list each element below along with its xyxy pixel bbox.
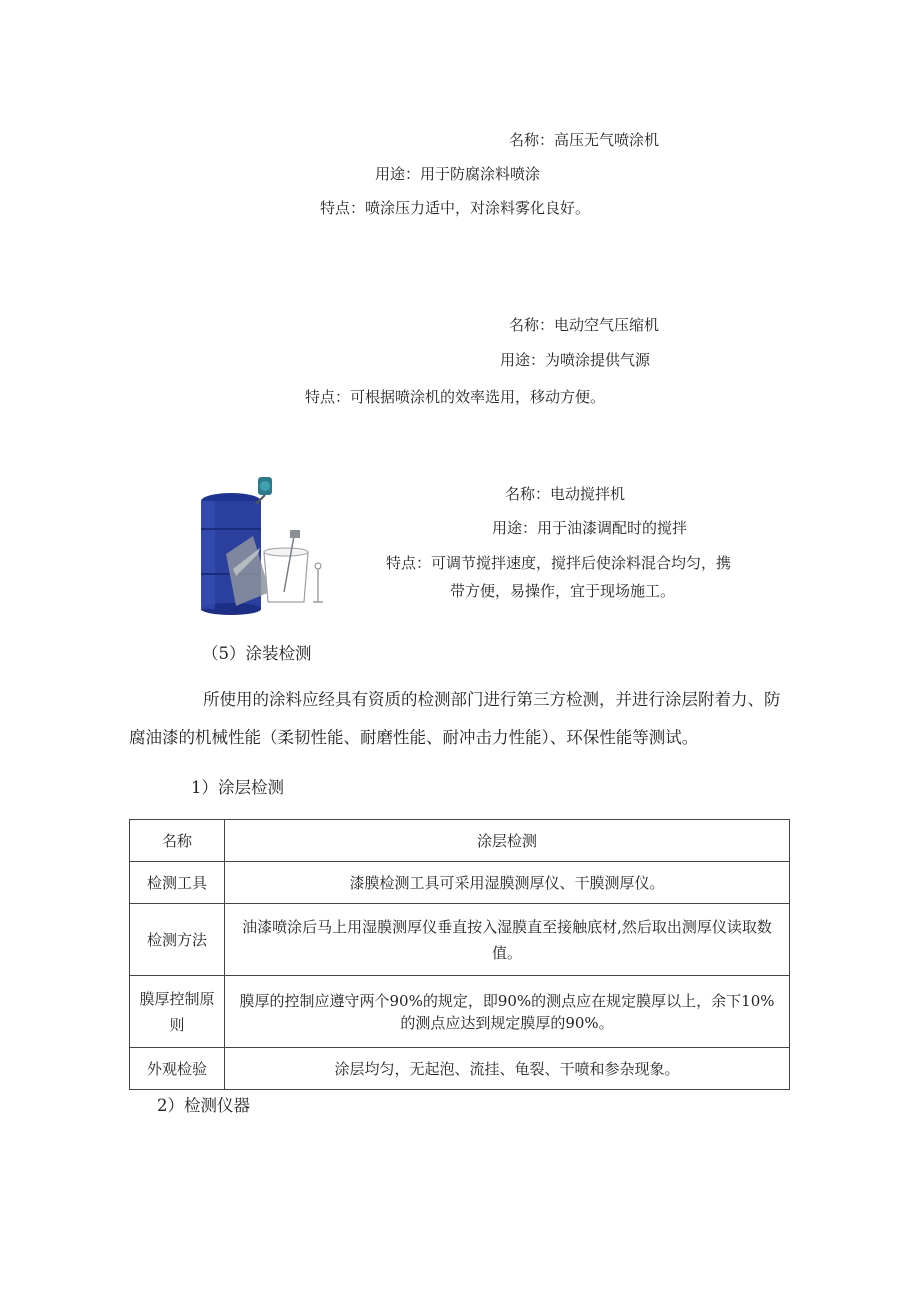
subsection-2-heading: 2）检测仪器 <box>157 1096 250 1115</box>
table-row <box>130 976 790 1048</box>
table-header-value: 涂层检测 <box>225 820 790 862</box>
section-5-paragraph-line2: 腐油漆的机械性能（柔韧性能、耐磨性能、耐冲击力性能）、环保性能等测试。 <box>129 728 699 747</box>
row-value-thickness-line1: 膜厚的控制应遵守两个90%的规定，即90%的测点应在规定膜厚以上，余下10% <box>239 991 775 1010</box>
equipment-1-feature: 特点：喷涂压力适中，对涂料雾化良好。 <box>320 199 591 217</box>
table-header-label: 名称 <box>130 820 225 862</box>
table-row <box>130 862 790 904</box>
row-value-method <box>225 904 790 976</box>
row-value-method-line2: 值。 <box>491 943 522 962</box>
equipment-3-use: 用途：用于油漆调配时的搅拌 <box>492 519 688 537</box>
row-label-thickness-line2: 则 <box>169 1015 185 1034</box>
row-value-thickness-line2: 的测点应达到规定膜厚的90%。 <box>400 1013 614 1032</box>
section-5-heading: （5）涂装检测 <box>202 644 312 663</box>
row-label-tools: 检测工具 <box>130 862 225 904</box>
coating-inspection-table <box>129 819 790 1090</box>
equipment-3-feature-line1: 特点：可调节搅拌速度，搅拌后使涂料混合均匀，携 <box>386 554 732 572</box>
section-5-paragraph-line1: 所使用的涂料应经具有资质的检测部门进行第三方检测，并进行涂层附着力、防 <box>203 690 781 709</box>
equipment-3-name: 名称：电动搅拌机 <box>505 485 626 503</box>
equipment-2-name: 名称：电动空气压缩机 <box>509 316 660 334</box>
equipment-3-feature-line2: 带方便，易操作，宜于现场施工。 <box>450 582 676 600</box>
row-label-thickness-line1: 膜厚控制原 <box>139 989 215 1008</box>
row-label-method: 检测方法 <box>130 904 225 976</box>
equipment-2-feature: 特点：可根据喷涂机的效率选用，移动方便。 <box>305 388 606 406</box>
subsection-1-heading: 1）涂层检测 <box>191 778 284 797</box>
row-value-appearance: 涂层均匀，无起泡、流挂、龟裂、干喷和参杂现象。 <box>225 1048 790 1090</box>
electric-mixer-image <box>198 474 348 616</box>
row-label-appearance: 外观检验 <box>130 1048 225 1090</box>
equipment-1-name: 名称：高压无气喷涂机 <box>509 131 660 149</box>
row-value-method-line1: 油漆喷涂后马上用湿膜测厚仪垂直按入湿膜直至接触底材,然后取出测厚仪读取数 <box>242 917 772 936</box>
equipment-2-use: 用途：为喷涂提供气源 <box>500 351 651 369</box>
equipment-1-use: 用途：用于防腐涂料喷涂 <box>375 165 541 183</box>
row-label-thickness <box>130 976 225 1048</box>
row-value-tools: 漆膜检测工具可采用湿膜测厚仪、干膜测厚仪。 <box>225 862 790 904</box>
table-row <box>130 1048 790 1090</box>
table-row <box>130 904 790 976</box>
row-value-thickness <box>225 976 790 1048</box>
table-header-row <box>130 820 790 862</box>
